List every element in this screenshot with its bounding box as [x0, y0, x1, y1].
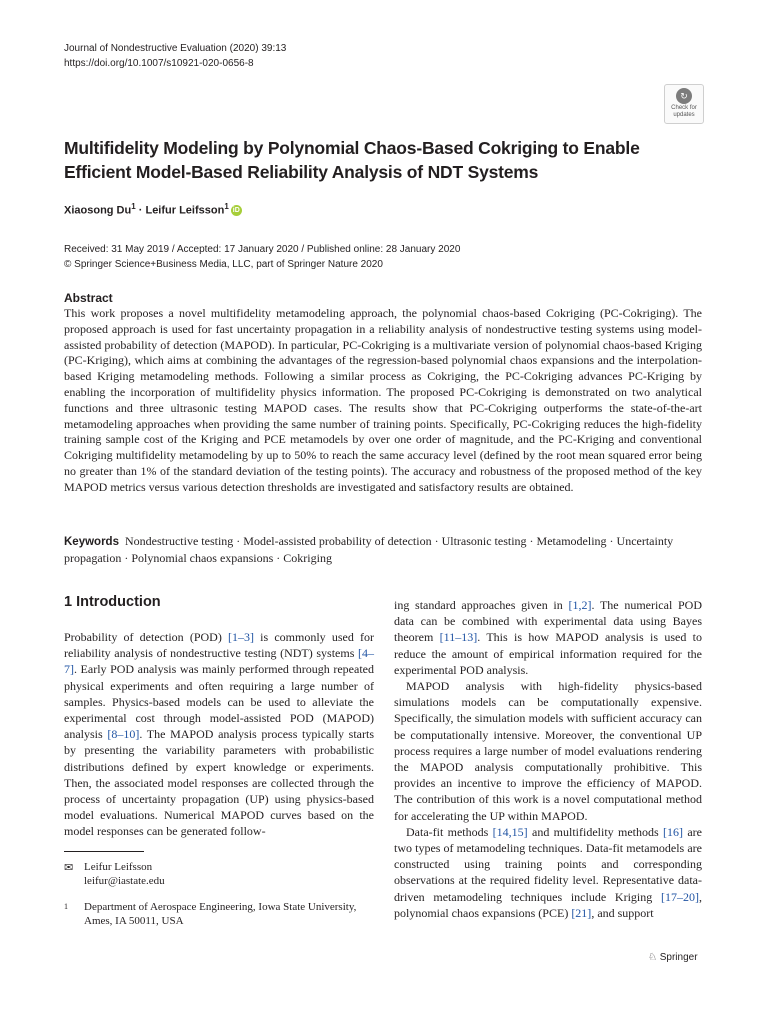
intro-paragraph-1 [64, 629, 374, 840]
text-run: . The MAPOD analysis process typically starts by presenting the variability parameters with probabilistic distributions defined by expert knowledge or experiments. Then, the associated model responses are collected through the process of uncertainty propagation (UP) using physics-based model evaluations. Numerical MAPOD curves based on the model responses can be generated follow- [64, 727, 375, 839]
abstract-heading: Abstract [64, 291, 113, 305]
copyright-line: © Springer Science+Business Media, LLC, part of Springer Nature 2020 [64, 259, 383, 270]
intro-paragraph-2: MAPOD analysis with high-fidelity physics-based simulations models can be computationally expensive. Specifically, the simulation models with sufficient accuracy can be computationally intensive. Moreover, the conventional UP process requires a large number of model evaluations rendering the MAPOD analysis computationally prohibitive. This provides an incentive to improve the efficiency of MAPOD. The contribution of this work is a novel computational method for accelerating the UP within MAPOD. [394, 679, 702, 823]
springer-horse-icon: ♘ [648, 952, 657, 963]
envelope-icon: ✉ [64, 862, 74, 874]
title-line-1: Multifidelity Modeling by Polynomial Chaos-Based Cokriging to Enable [64, 138, 640, 158]
citation-link[interactable]: [4–7] [64, 646, 374, 677]
citation-link[interactable]: [17–20] [661, 889, 699, 904]
author-2-affiliation: 1 [224, 202, 229, 211]
intro-paragraph-1-cont [394, 597, 702, 678]
citation-link[interactable]: [21] [571, 905, 592, 920]
author-separator: · [135, 204, 146, 217]
paper-title [64, 136, 704, 184]
text-run: Probability of detection (POD) [64, 630, 228, 644]
text-run: are two types of metamodeling techniques. Data-fit metamodels are constructed using training points and corresponding observations at the required fidelity level. Representative data-driven metamodeling techniques include Kriging [394, 824, 702, 904]
citation-link[interactable]: [14,15] [492, 824, 528, 839]
author-1-affiliation: 1 [131, 202, 136, 211]
orcid-icon[interactable]: iD [232, 207, 240, 215]
text-run: . The numerical POD data can be combined with experimental data using Bayes theorem [394, 598, 702, 645]
title-line-2: Efficient Model-Based Reliability Analysis of NDT Systems [64, 162, 539, 182]
citation-link[interactable]: [11–13] [439, 630, 478, 645]
doi-link[interactable]: https://doi.org/10.1007/s10921-020-0656-8 [64, 58, 254, 69]
affiliation-number: 1 [64, 902, 68, 911]
keywords [64, 533, 704, 566]
text-run: . This is how MAPOD analysis is used to reduce the amount of empirical information required for the experimental POD analysis. [394, 630, 702, 677]
affiliation-line-2: Ames, IA 50011, USA [84, 915, 184, 927]
publication-dates [64, 242, 460, 272]
text-run: . Early POD analysis was mainly performed through repeated physical experiments and often requiring a large number of samples. Physics-based models can be used to alleviate the experimental cost through model-assisted POD (MAPOD) analysis [64, 662, 374, 742]
citation-link[interactable]: [1,2] [568, 598, 592, 612]
publisher-name: Springer [659, 952, 698, 963]
left-column [64, 629, 374, 840]
citation-link[interactable]: [1–3] [228, 630, 254, 644]
text-run: and multifidelity methods [527, 824, 663, 839]
right-column [394, 597, 702, 921]
check-line-2: updates [673, 112, 695, 118]
intro-paragraph-3 [394, 824, 702, 921]
dates-line: Received: 31 May 2019 / Accepted: 17 January 2020 / Published online: 28 January 2020 [64, 244, 461, 255]
citation-link[interactable]: [8–10] [107, 727, 140, 742]
springer-logo [648, 952, 698, 963]
author-2[interactable]: Leifur Leifsson [145, 204, 225, 217]
footnote-divider [64, 851, 144, 852]
text-run: ing standard approaches given in [394, 598, 569, 612]
text-run: is commonly used for reliability analysis of nondestructive testing (NDT) systems [64, 630, 374, 661]
abstract-text: This work proposes a novel multifidelity metamodeling approach, the polynomial chaos-based Cokriging (PC-Cokriging). The proposed approach is used for fast uncertainty propagation in a reliability analysis of nondestructive testing systems using model-assisted probability of detection (MAPOD). In particular, PC-Cokriging is a multivariate version of polynomial chaos-based Kriging (PC-Kriging), which aims at combining the advantages of the regression-based polynomial chaos expansions and the interpolation-based Kriging metamodeling methods. Following a similar process as Cokriging, the PC-Cokriging advances PC-Kriging by enabling the incorporation of multifidelity physics information. The proposed PC-Cokriging is demonstrated on two analytical functions and three ultrasonic testing MAPOD cases. The results show that PC-Cokriging outperforms the state-of-the-art metamodeling approaches when providing the same number of training points. Specifically, PC-Cokriging reduces the high-fidelity training sample cost of the Kriging and PCE metamodels by over one order of magnitude, and the PC-Kriging and conventional Cokriging multifidelity metamodeling by up to 50% to reach the same accuracy level (defined by the root mean squared error being no greater than 1% of the standard deviation of the testing points). The accuracy and robustness of the proposed method of the key MAPOD metrics versus various detection thresholds are investigated and satisfactory results are obtained. [64, 306, 702, 494]
text-run: Data-fit methods [406, 824, 493, 839]
refresh-icon: ↻ [676, 88, 692, 104]
section-heading: 1 Introduction [64, 594, 161, 610]
corresponding-name: Leifur Leifsson [84, 861, 153, 873]
journal-citation: Journal of Nondestructive Evaluation (2020) 39:13 [64, 43, 287, 54]
author-1[interactable]: Xiaosong Du [64, 204, 132, 217]
check-for-updates-badge[interactable] [664, 84, 704, 124]
text-run: , and support [591, 905, 654, 920]
check-line-1: Check for [671, 105, 697, 111]
citation-link[interactable]: [16] [663, 824, 683, 839]
keywords-text: Nondestructive testing · Model-assisted probability of detection · Ultrasonic testing · Metamodeling · Uncertainty propagation · Polynomial chaos expansions · Cokriging [64, 534, 674, 565]
corresponding-email[interactable]: leifur@iastate.edu [84, 875, 165, 887]
journal-header [64, 41, 286, 71]
text-run: , polynomial chaos expansions (PCE) [394, 889, 702, 920]
author-list [64, 202, 242, 217]
keywords-label: Keywords [64, 536, 119, 548]
affiliation-line-1: Department of Aerospace Engineering, Iowa State University, [84, 901, 357, 913]
